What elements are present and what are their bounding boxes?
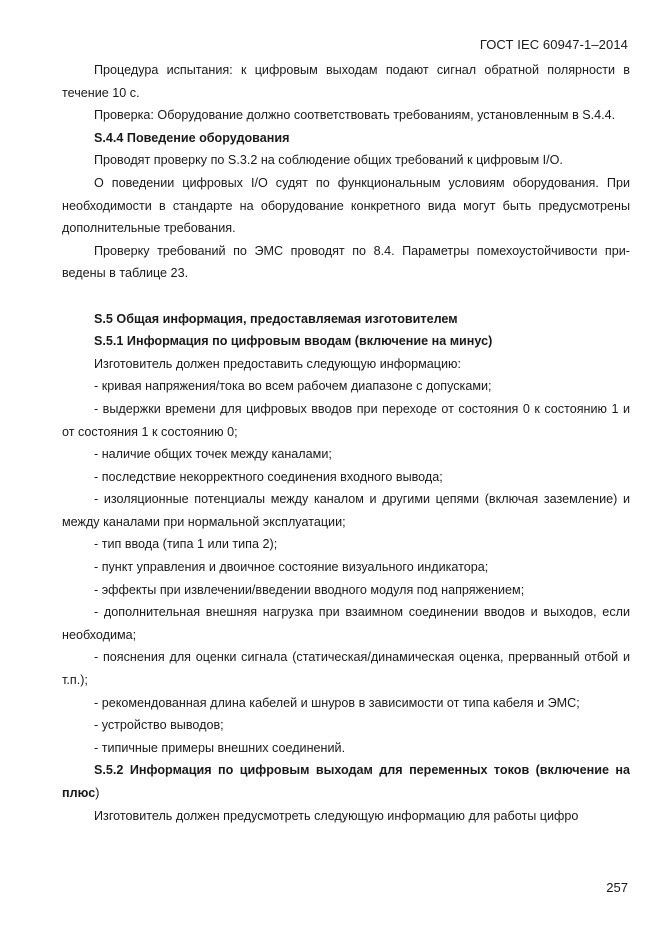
list-item: - наличие общих точек между каналами;: [94, 447, 332, 462]
list-item: - эффекты при извлечении/введении вводного модуля под напряжением;: [94, 582, 525, 597]
paragraph: О поведении цифровых I/O судят по функциональным условиям оборудования. При необходимости в стандарте на оборудование конкретного вида могут быть предусмотрены дополнительные требования.: [62, 175, 630, 236]
document-header: ГОСТ IEC 60947-1–2014: [479, 37, 628, 52]
section-heading: S.4.4 Поведение оборудования: [94, 130, 290, 145]
page-body: [62, 59, 630, 827]
list-item: - дополнительная внешняя нагрузка при взаимном соединении вводов и выходов, если необходима;: [62, 605, 630, 642]
paragraph: Проверка: Оборудование должно соответствовать требованиям, установленным в S.4.4.: [94, 108, 616, 123]
paragraph: Процедура испытания: к цифровым выходам подают сигнал обратной полярности в течение 10 с.: [62, 63, 630, 100]
list-item: - устройство выводов;: [94, 718, 224, 733]
page-number: 257: [606, 880, 628, 895]
paragraph: Изготовитель должен предоставить следующую информацию:: [94, 356, 461, 371]
list-item: - тип ввода (типа 1 или типа 2);: [94, 537, 278, 552]
subsection-heading: S.5.1 Информация по цифровым вводам (включение на минус): [94, 334, 493, 349]
list-item: - выдержки времени для цифровых вводов при переходе от состояния 0 к состоянию 1 и от состояния 1 к состоянию 0;: [62, 401, 630, 439]
list-item: - пояснения для оценки сигнала (статическая/динамическая оценка, прерванный отбой и т.п.);: [62, 650, 630, 688]
subsection-heading-tail: ): [95, 786, 100, 800]
list-item: - пункт управления и двоичное состояние визуального индикатора;: [94, 560, 489, 575]
list-item: - последствие некорректного соединения входного вывода;: [94, 469, 443, 484]
spacer: [62, 285, 630, 308]
paragraph: Проверку требований по ЭМС проводят по 8.4. Параметры помехоустойчивости приведены в таблице 23.: [62, 243, 630, 281]
list-item: - изоляционные потенциалы между каналом и другими цепями (включая заземление) и между каналами при нормальной эксплуатации;: [62, 492, 630, 529]
section-heading: S.5 Общая информация, предоставляемая изготовителем: [94, 311, 458, 326]
paragraph: Проводят проверку по S.3.2 на соблюдение общих требований к цифровым I/O.: [94, 153, 563, 168]
list-item: - кривая напряжения/тока во всем рабочем диапазоне с допусками;: [94, 379, 492, 394]
subsection-heading-text: S.5.2 Информация по цифровым выходам для переменных токов (включение на плюс: [62, 763, 630, 800]
paragraph: Изготовитель должен предусмотреть следующую информацию для работы цифро: [94, 808, 579, 823]
subsection-heading: [62, 759, 630, 804]
list-item: - рекомендованная длина кабелей и шнуров в зависимости от типа кабеля и ЭМС;: [94, 695, 580, 710]
list-item: - типичные примеры внешних соединений.: [94, 740, 346, 755]
